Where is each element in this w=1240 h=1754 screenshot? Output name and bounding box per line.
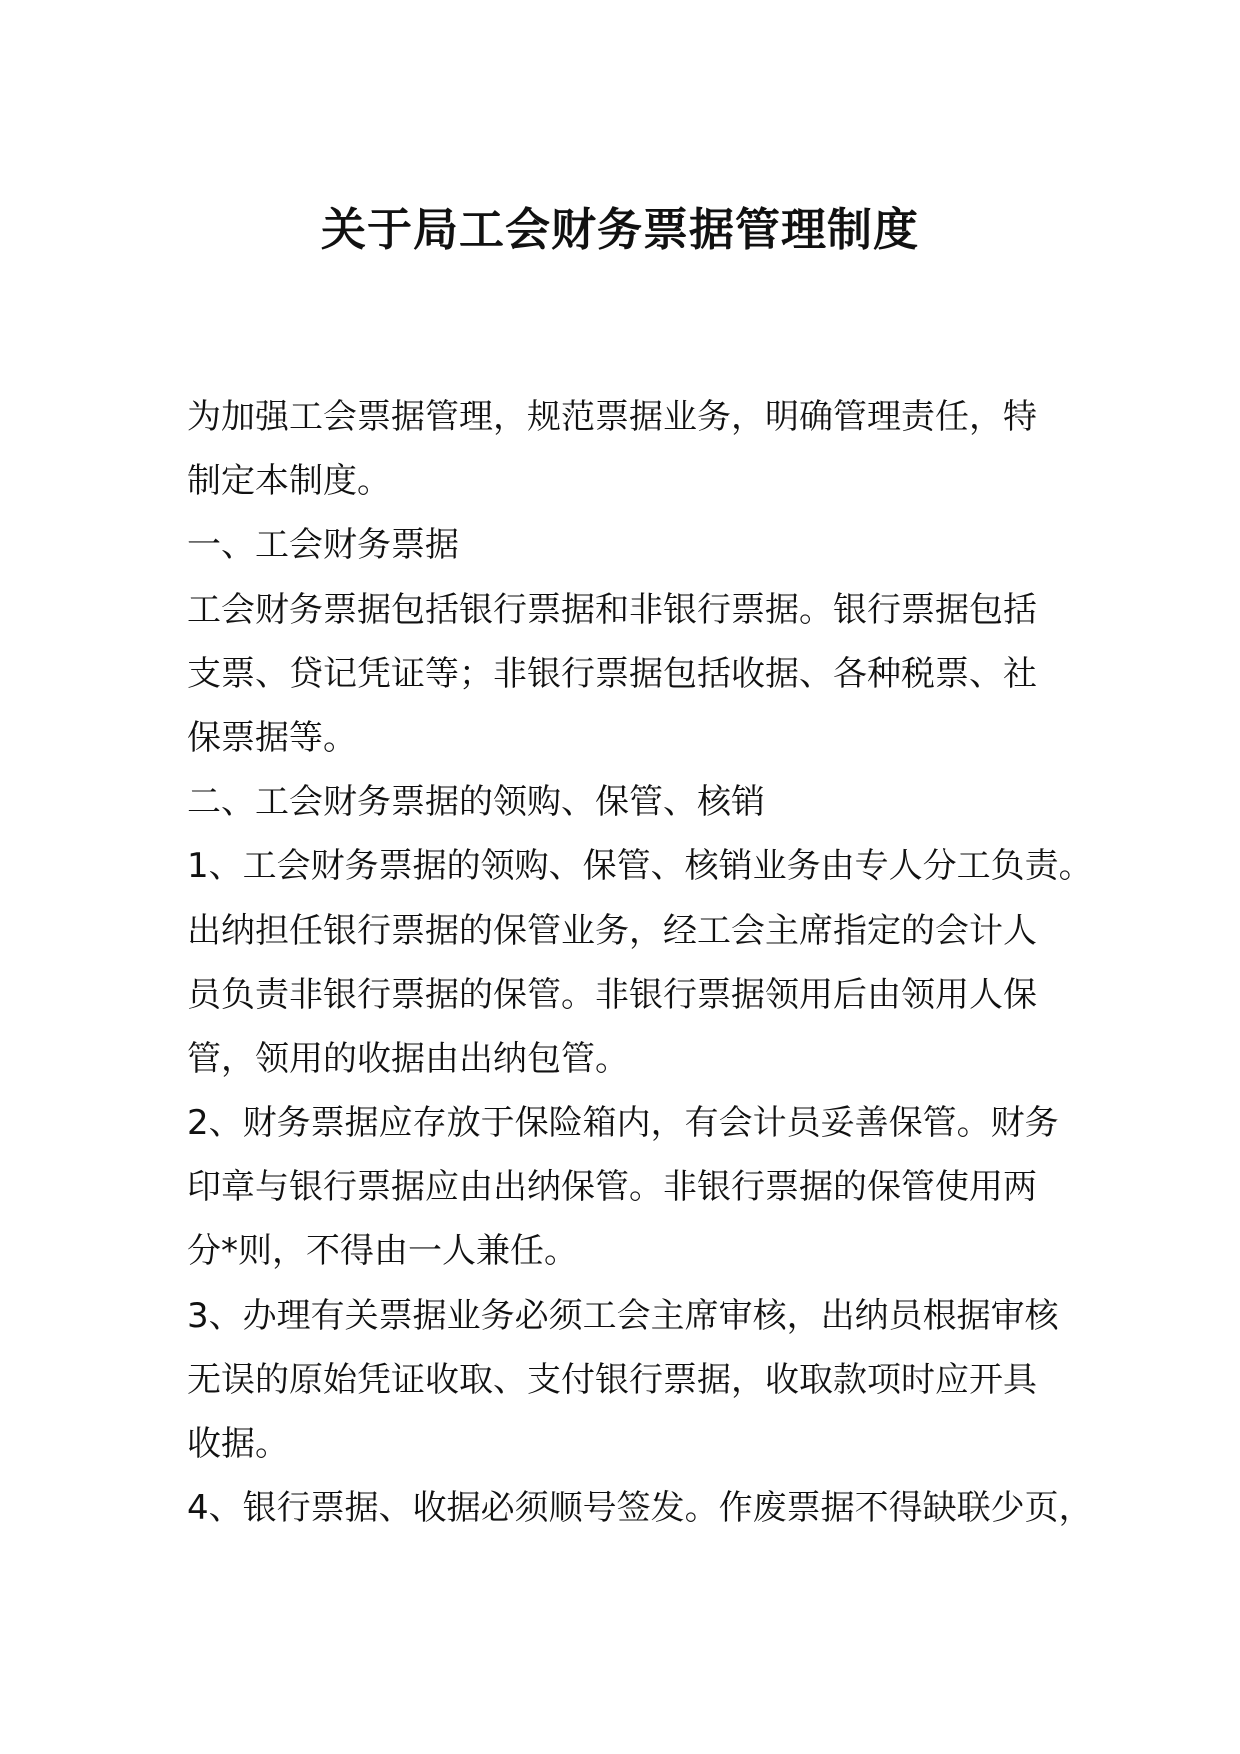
document-body [187, 385, 1093, 1540]
body-line: 1、工会财务票据的领购、保管、核销业务由专人分工负责。 [187, 846, 1093, 887]
body-line: 2、财务票据应存放于保险箱内，有会计员妥善保管。财务 [187, 1103, 1059, 1144]
body-line: 员负责非银行票据的保管。非银行票据领用后由领用人保 [187, 974, 1037, 1015]
body-line: 制定本制度。 [187, 461, 391, 502]
body-line: 为加强工会票据管理，规范票据业务，明确管理责任，特 [187, 397, 1037, 437]
document-title: 关于局工会财务票据管理制度 [320, 203, 919, 256]
body-line: 管，领用的收据由出纳包管。 [187, 1038, 629, 1079]
body-line: 出纳担任银行票据的保管业务，经工会主席指定的会计人 [187, 910, 1037, 951]
body-line: 无误的原始凭证收取、支付银行票据，收取款项时应开具 [187, 1359, 1037, 1400]
section-heading: 一、工会财务票据 [187, 525, 459, 566]
body-line: 收据。 [187, 1424, 289, 1464]
section-heading: 二、工会财务票据的领购、保管、核销 [187, 782, 765, 823]
body-line: 分*则，不得由一人兼任。 [187, 1231, 578, 1272]
body-line: 印章与银行票据应由出纳保管。非银行票据的保管使用两 [187, 1167, 1037, 1208]
body-line: 工会财务票据包括银行票据和非银行票据。银行票据包括 [187, 589, 1037, 630]
body-line: 支票、贷记凭证等；非银行票据包括收据、各种税票、社 [187, 653, 1037, 694]
body-line: 4、银行票据、收据必须顺号签发。作废票据不得缺联少页， [187, 1488, 1093, 1529]
body-line: 保票据等。 [187, 717, 357, 758]
body-line: 3、办理有关票据业务必须工会主席审核，出纳员根据审核 [187, 1295, 1059, 1336]
